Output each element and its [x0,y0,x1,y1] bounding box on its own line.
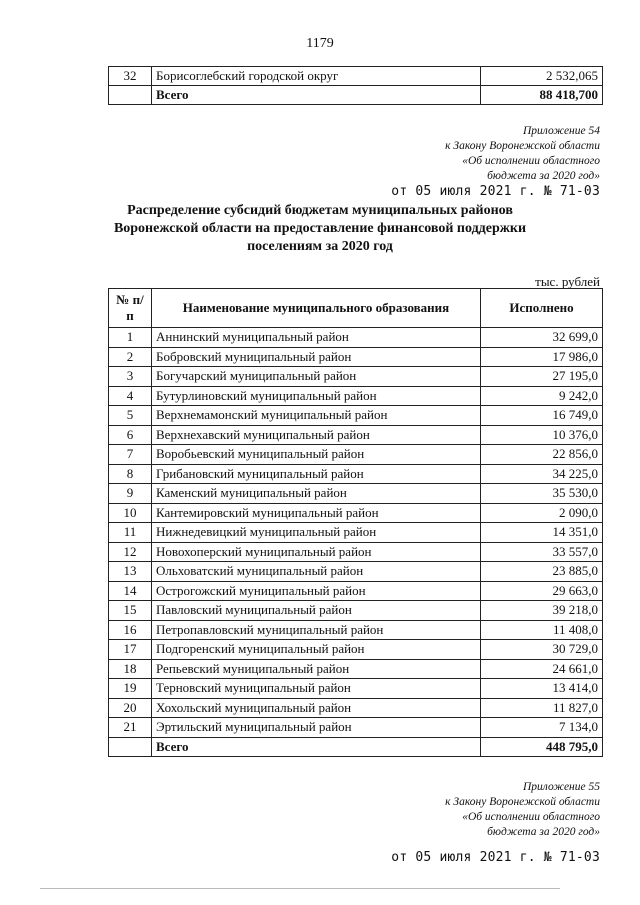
row-number: 1 [109,328,152,348]
row-name: Богучарский муниципальный район [152,367,481,387]
row-value: 2 090,0 [481,503,603,523]
table-row [109,562,603,582]
row-name: Верхнехавский муниципальный район [152,425,481,445]
row-number: 17 [109,640,152,660]
header-num: № п/п [109,289,152,328]
appendix-line: «Об исполнении областного [462,811,600,823]
table-row [109,445,603,465]
table-row [109,67,603,86]
document-title [0,202,640,256]
row-number: 21 [109,718,152,738]
appendix-line: бюджета за 2020 год» [487,170,600,182]
row-value: 33 557,0 [481,542,603,562]
table-row [109,542,603,562]
row-value: 23 885,0 [481,562,603,582]
unit-label: тыс. рублей [535,274,600,289]
row-name: Грибановский муниципальный район [152,464,481,484]
row-name: Бобровский муниципальный район [152,347,481,367]
appendix-54-header [445,124,600,184]
table-row [109,698,603,718]
row-value: 2 532,065 [481,67,603,86]
row-number: 9 [109,484,152,504]
row-value: 10 376,0 [481,425,603,445]
row-value: 35 530,0 [481,484,603,504]
row-value: 27 195,0 [481,367,603,387]
row-value: 13 414,0 [481,679,603,699]
appendix-line: к Закону Воронежской области [445,796,600,808]
appendix-line: к Закону Воронежской области [445,140,600,152]
row-number: 18 [109,659,152,679]
row-name: Острогожский муниципальный район [152,581,481,601]
row-number: 16 [109,620,152,640]
decree-stamp: от 05 июля 2021 г. № 71-03 [391,850,600,865]
row-name: Павловский муниципальный район [152,601,481,621]
row-number: 13 [109,562,152,582]
row-value: 30 729,0 [481,640,603,660]
row-name: Терновский муниципальный район [152,679,481,699]
row-value: 14 351,0 [481,523,603,543]
row-number: 5 [109,406,152,426]
row-number: 3 [109,367,152,387]
table-row [109,406,603,426]
title-line: Воронежской области на предоставление финансовой поддержки [113,221,527,236]
title-line: Распределение субсидий бюджетам муниципальных районов [127,203,513,218]
subsidy-table [108,288,603,757]
table-row [109,601,603,621]
appendix-line: Приложение 54 [522,125,600,137]
row-name: Эртильский муниципальный район [152,718,481,738]
total-value: 448 795,0 [481,737,603,757]
row-name: Подгоренский муниципальный район [152,640,481,660]
row-name: Аннинский муниципальный район [152,328,481,348]
table-row [109,581,603,601]
table-row [109,620,603,640]
row-number: 32 [109,67,152,86]
row-value: 11 408,0 [481,620,603,640]
table-row [109,503,603,523]
top-table [108,66,603,105]
table-row [109,386,603,406]
row-value: 22 856,0 [481,445,603,465]
table-row [109,328,603,348]
row-number: 15 [109,601,152,621]
row-value: 16 749,0 [481,406,603,426]
row-name: Нижнедевицкий муниципальный район [152,523,481,543]
row-name: Петропавловский муниципальный район [152,620,481,640]
table-row [109,523,603,543]
table-row [109,640,603,660]
row-number: 14 [109,581,152,601]
table-row [109,367,603,387]
table-row [109,464,603,484]
row-name: Ольховатский муниципальный район [152,562,481,582]
row-number: 8 [109,464,152,484]
table-body [109,328,603,757]
total-label: Всего [152,737,481,757]
row-value: 34 225,0 [481,464,603,484]
row-number: 10 [109,503,152,523]
row-number: 2 [109,347,152,367]
appendix-line: Приложение 55 [522,781,600,793]
row-name: Каменский муниципальный район [152,484,481,504]
row-number: 12 [109,542,152,562]
title-line: поселениям за 2020 год [247,239,393,254]
appendix-55-header [445,780,600,840]
page-number: 1179 [306,36,334,51]
row-value: 32 699,0 [481,328,603,348]
row-name: Кантемировский муниципальный район [152,503,481,523]
bottom-divider [40,888,560,889]
row-number [109,737,152,757]
table-row [109,659,603,679]
table-header-row [109,289,603,328]
row-name: Репьевский муниципальный район [152,659,481,679]
row-number: 6 [109,425,152,445]
row-name: Верхнемамонский муниципальный район [152,406,481,426]
row-value: 39 218,0 [481,601,603,621]
table-row [109,679,603,699]
table-row [109,718,603,738]
row-value: 24 661,0 [481,659,603,679]
table-row [109,347,603,367]
table-row [109,484,603,504]
row-number: 20 [109,698,152,718]
row-number: 7 [109,445,152,465]
row-name: Бутурлиновский муниципальный район [152,386,481,406]
row-value: 29 663,0 [481,581,603,601]
row-name: Новохоперский муниципальный район [152,542,481,562]
total-row [109,86,603,105]
appendix-line: «Об исполнении областного [462,155,600,167]
row-value: 7 134,0 [481,718,603,738]
row-number [109,86,152,105]
total-row [109,737,603,757]
row-name: Борисоглебский городской округ [152,67,481,86]
total-label: Всего [152,86,481,105]
row-value: 9 242,0 [481,386,603,406]
row-number: 11 [109,523,152,543]
row-value: 11 827,0 [481,698,603,718]
appendix-line: бюджета за 2020 год» [487,826,600,838]
header-name: Наименование муниципального образования [152,289,481,328]
decree-stamp: от 05 июля 2021 г. № 71-03 [391,184,600,199]
row-name: Хохольский муниципальный район [152,698,481,718]
row-name: Воробьевский муниципальный район [152,445,481,465]
table-row [109,425,603,445]
row-number: 19 [109,679,152,699]
total-value: 88 418,700 [481,86,603,105]
row-value: 17 986,0 [481,347,603,367]
header-value: Исполнено [481,289,603,328]
row-number: 4 [109,386,152,406]
